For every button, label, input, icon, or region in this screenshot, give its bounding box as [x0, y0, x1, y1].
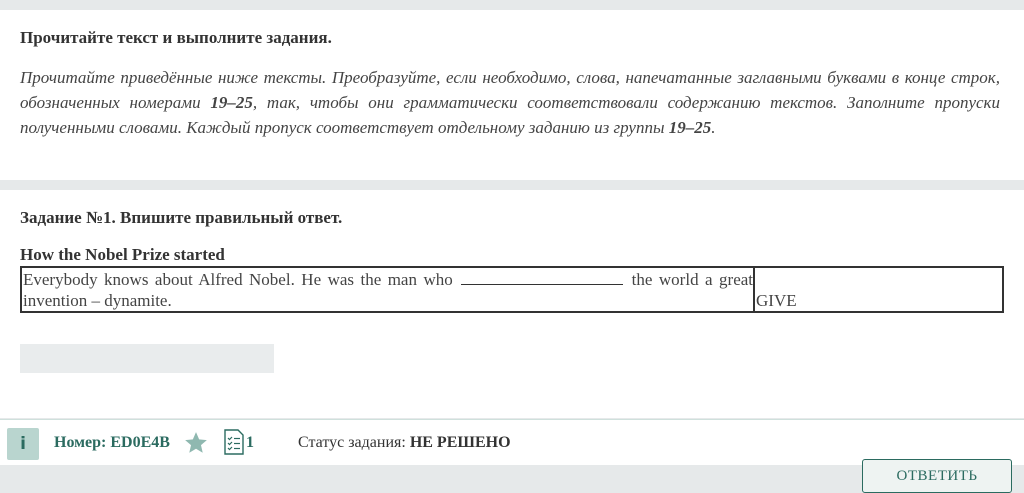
document-count: 1: [246, 434, 254, 451]
instructions-text-1: Прочитайте приведённые ниже тексты. Преобразуйте, если необходимо, слова, напечатанные заглавными буквами в конце строк, обозначенных номерами: [20, 68, 1000, 112]
star-icon[interactable]: [183, 430, 209, 456]
sentence-before: Everybody knows about Alfred Nobel. He was the man who: [23, 270, 453, 289]
range-1: 19–25: [210, 93, 253, 112]
instructions-text-2: , так, чтобы они грамматически соответствовали содержанию текстов. Заполните пропуски полученными словами. Каждый пропуск соответствует отдельному заданию из группы: [20, 93, 1000, 137]
instructions-text-3: .: [711, 118, 716, 137]
sentence-cell: [21, 267, 754, 312]
sentence-after: the world a great invention – dynamite.: [23, 270, 754, 310]
range-2: 19–25: [668, 118, 712, 137]
task-panel: [0, 190, 1024, 418]
task-status: [298, 434, 511, 452]
status-label: Статус задания:: [298, 434, 410, 451]
table-row: [21, 267, 1003, 312]
info-button[interactable]: [7, 428, 39, 460]
document-list-icon[interactable]: [224, 429, 244, 455]
answer-input[interactable]: [20, 344, 274, 373]
info-icon: i: [20, 434, 26, 454]
task-table: [20, 266, 1004, 313]
intro-panel: [0, 10, 1024, 180]
submit-answer-button[interactable]: ОТВЕТИТЬ: [862, 459, 1012, 493]
task-number: Номер: ED0E4B: [54, 434, 170, 451]
intro-title: Прочитайте текст и выполните задания.: [20, 28, 332, 47]
task-title: Задание №1. Впишите правильный ответ.: [20, 208, 343, 227]
intro-instructions: [20, 65, 1000, 140]
gap-blank: [461, 268, 623, 285]
status-value: НЕ РЕШЕНО: [409, 434, 511, 451]
keyword-cell: GIVE: [754, 267, 1003, 312]
text-title: How the Nobel Prize started: [20, 245, 225, 264]
